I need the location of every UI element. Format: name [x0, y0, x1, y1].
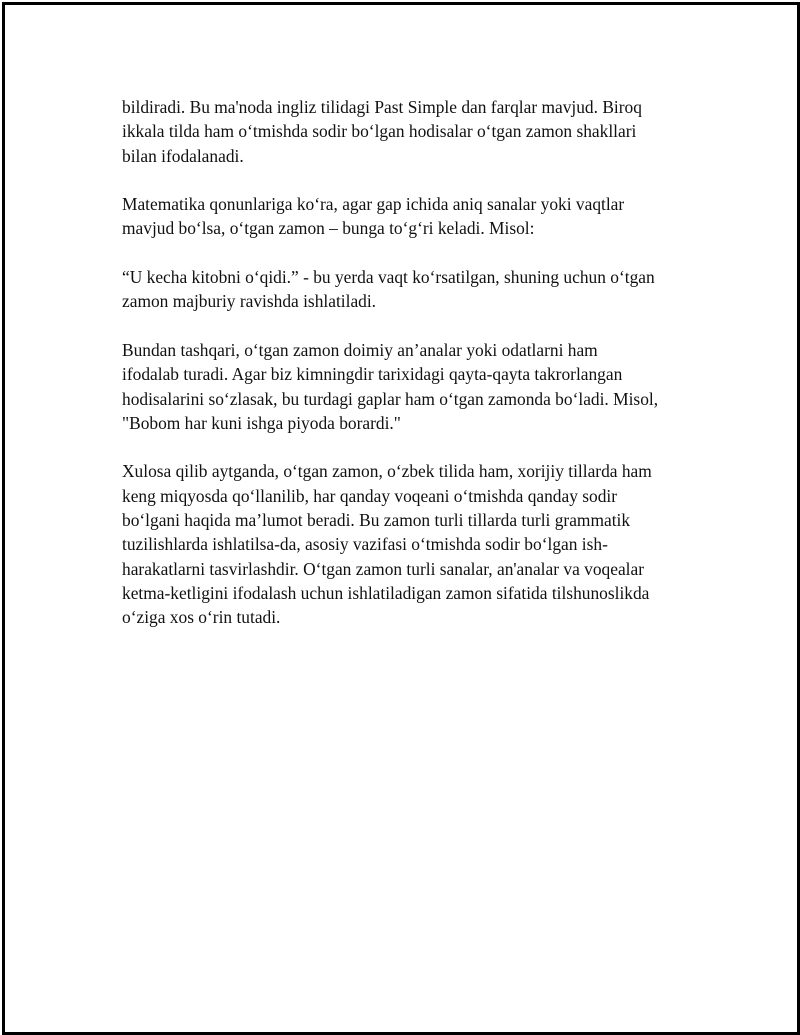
- text-line: harakatlarni tasvirlashdir. O‘tgan zamon turli sanalar, an'analar va voqealar: [122, 558, 644, 579]
- paragraph-1: [122, 95, 702, 168]
- text-line: Xulosa qilib aytganda, o‘tgan zamon, o‘zbek tilida ham, xorijiy tillarda ham: [122, 461, 652, 482]
- text-line: bilan ifodalanadi.: [122, 145, 244, 166]
- text-line: hodisalarini so‘zlasak, bu turdagi gaplar ham o‘tgan zamonda bo‘ladi. Misol,: [122, 388, 659, 409]
- text-line: keng miqyosda qo‘llanilib, har qanday voqeani o‘tmishda qanday sodir: [122, 485, 618, 506]
- paragraph-2: [122, 192, 702, 241]
- text-line: tuzilishlarda ishlatilsa-da, asosiy vazifasi o‘tmishda sodir bo‘lgan ish-: [122, 534, 608, 555]
- paragraph-4: [122, 338, 702, 435]
- text-line: Bundan tashqari, o‘tgan zamon doimiy an’analar yoki odatlarni ham: [122, 339, 598, 360]
- text-line: ketma-ketligini ifodalash uchun ishlatiladigan zamon sifatida tilshunoslikda: [122, 582, 650, 603]
- text-line: zamon majburiy ravishda ishlatiladi.: [122, 291, 377, 312]
- text-line: ikkala tilda ham o‘tmishda sodir bo‘lgan hodisalar o‘tgan zamon shakllari: [122, 121, 637, 142]
- document-body: [122, 95, 702, 654]
- text-line: “U kecha kitobni o‘qidi.” - bu yerda vaqt ko‘rsatilgan, shuning uchun o‘tgan: [122, 267, 655, 288]
- page-frame: [2, 2, 800, 1035]
- text-line: ifodalab turadi. Agar biz kimningdir tarixidagi qayta-qayta takrorlangan: [122, 364, 623, 385]
- text-line: Matematika qonunlariga ko‘ra, agar gap ichida aniq sanalar yoki vaqtlar: [122, 194, 625, 215]
- text-line: mavjud bo‘lsa, o‘tgan zamon – bunga to‘g‘ri keladi. Misol:: [122, 218, 535, 239]
- text-line: o‘ziga xos o‘rin tutadi.: [122, 607, 281, 628]
- text-line: "Bobom har kuni ishga piyoda borardi.": [122, 412, 401, 433]
- text-line: bo‘lgani haqida ma’lumot beradi. Bu zamon turli tillarda turli grammatik: [122, 510, 631, 531]
- paragraph-5: [122, 459, 702, 629]
- text-line: bildiradi. Bu ma'noda ingliz tilidagi Past Simple dan farqlar mavjud. Biroq: [122, 97, 642, 117]
- paragraph-3: [122, 265, 702, 314]
